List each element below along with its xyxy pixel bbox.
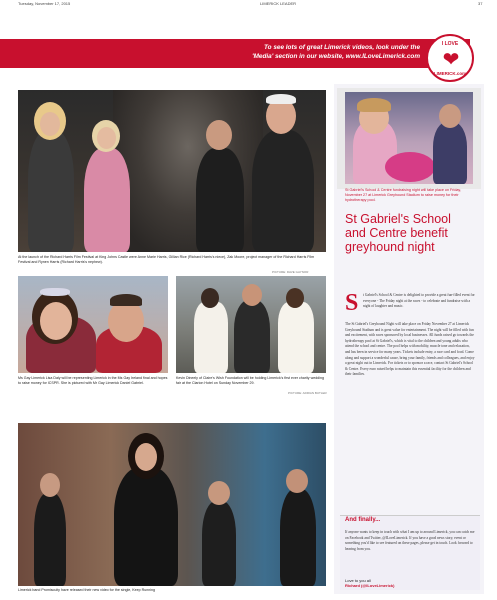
band-member bbox=[202, 501, 236, 586]
logo-top-text: I LOVE bbox=[441, 41, 459, 47]
publication-name: LIMERICK LEADER bbox=[260, 1, 297, 6]
adult-figure bbox=[433, 122, 467, 184]
festival-photo-caption: At the launch of the Richard Harris Film Festival at King Johns Castle were Anne Marie Harris, Gillian Rice (Richard Harris's niece), Zak Moore, project manager of the Richard Harris Film Festival and Rynen Harris (Richard Harris's nephew). bbox=[18, 255, 315, 264]
photo-credit: PICTURE: DAVE GAYNOR bbox=[272, 270, 309, 274]
wedding-fair-caption: Kevin Dineely of Claire's Wish Foundation will be holding Limerick's first ever charity wedding fair at the Clarion Hotel on Sunday November 29. bbox=[176, 376, 324, 385]
person-face bbox=[208, 481, 230, 505]
person-face bbox=[206, 120, 232, 150]
signoff-line: Love to you all bbox=[345, 578, 371, 583]
article-headline: St Gabriel's School and Centre benefit greyhound night bbox=[345, 212, 451, 254]
person-figure bbox=[28, 130, 74, 252]
person-face bbox=[439, 104, 461, 128]
person-face bbox=[135, 443, 157, 471]
person-face bbox=[97, 127, 116, 149]
festival-launch-photo bbox=[18, 90, 326, 252]
bride-figure bbox=[194, 302, 228, 373]
and-finally-body: If anyone wants to keep in touch with what I am up to around Limerick, you can catch me on Facebook and Twitter, @ILoveLimerick. If you have a good news story, event or something you'd like to see featured on these pages, please get in touch. Look forward to hearing from you. bbox=[345, 530, 475, 551]
banner-line-1: To see lots of great Limerick videos, look under the bbox=[263, 44, 420, 51]
band-member bbox=[34, 493, 66, 586]
person-hair bbox=[266, 94, 296, 104]
signoff bbox=[345, 578, 394, 588]
person-hair bbox=[110, 294, 142, 306]
man-figure bbox=[234, 300, 270, 373]
signoff-name: Richard (@ILoveLimerick) bbox=[345, 583, 395, 588]
sidebar-photo-caption: St Gabriel's School & Centre fundraising night will take place on Friday, November 27 at Limerick Greyhound Stadium to raise money for their hydrotherapy pool. bbox=[345, 188, 462, 202]
drop-cap: S bbox=[345, 290, 359, 316]
person-figure bbox=[196, 148, 244, 252]
band-photo bbox=[18, 423, 326, 586]
person-hair bbox=[357, 98, 391, 112]
heart-icon: ❤ bbox=[442, 49, 460, 71]
bride-figure bbox=[278, 302, 314, 373]
person-face bbox=[286, 469, 308, 493]
page-number: 37 bbox=[478, 1, 483, 6]
ms-gay-caption: Ms Gay Limerick Lisa Daly will be representing Limerick in the Ms Gay Ireland final and hopes to raise money for ICSPR. She is pictured with Mr Gay Limerick Daniel Gabriel. bbox=[18, 376, 168, 385]
page-header bbox=[0, 0, 497, 8]
promo-banner bbox=[0, 39, 470, 71]
article-body: The St Gabriel's Greyhound Night will take place on Friday November 27 at Limerick Greyhound Stadium and is great value for entertainment. The night will be filled with fun and excitement, with races sponsored by local businesses. All funds raised go towards the hydrotherapy pool at St Gabriel's, which is vital to the children and young adults who attend the school and centre. The pool helps with mobility, muscle tone and relaxation, and has been in service for many years. Tickets include entry, a race card and food. Come along and support a wonderful cause, bring your family, friends and colleagues, and enjoy a great night out in Limerick. For tickets or to sponsor a race, contact St Gabriel's School & Centre. Every euro raised helps to maintain this essential facility for the children and their families. bbox=[345, 322, 475, 377]
photo-credit: PICTURE: ADRIAN BUTLER bbox=[288, 391, 327, 395]
person-face bbox=[242, 284, 262, 306]
article-lead: t Gabriel's School & Centre is delighted to provide a great fun-filled event for everyone - The Friday night at the races - to celebrate and fundraise with a night of laughter and music. bbox=[363, 293, 475, 309]
tiara bbox=[40, 288, 70, 296]
person-hair bbox=[286, 288, 304, 308]
i-love-limerick-logo bbox=[426, 34, 474, 82]
person-face bbox=[40, 302, 72, 340]
wedding-fair-photo bbox=[176, 276, 326, 373]
band-caption: Limerick band Promiscuity have released their new video for the single, Keep Running bbox=[18, 588, 156, 592]
banner-text bbox=[175, 43, 420, 61]
person-hair bbox=[201, 288, 219, 308]
st-gabriels-photo bbox=[345, 92, 473, 184]
person-figure bbox=[252, 130, 314, 252]
ms-gay-limerick-photo bbox=[18, 276, 168, 373]
person-figure bbox=[84, 148, 130, 252]
page-date: Tuesday, November 17, 2015 bbox=[18, 1, 71, 6]
band-member bbox=[280, 489, 316, 586]
banner-line-2: 'Media' section in our website, www.ILoveLimerick.com bbox=[252, 53, 420, 60]
person-face bbox=[40, 112, 60, 136]
and-finally-title: And finally... bbox=[345, 517, 381, 523]
band-singer bbox=[114, 467, 178, 586]
logo-bottom-text: LIMERICK.com bbox=[433, 71, 467, 76]
person-face bbox=[108, 300, 144, 342]
person-face bbox=[40, 473, 60, 497]
exercise-ball bbox=[385, 152, 435, 182]
